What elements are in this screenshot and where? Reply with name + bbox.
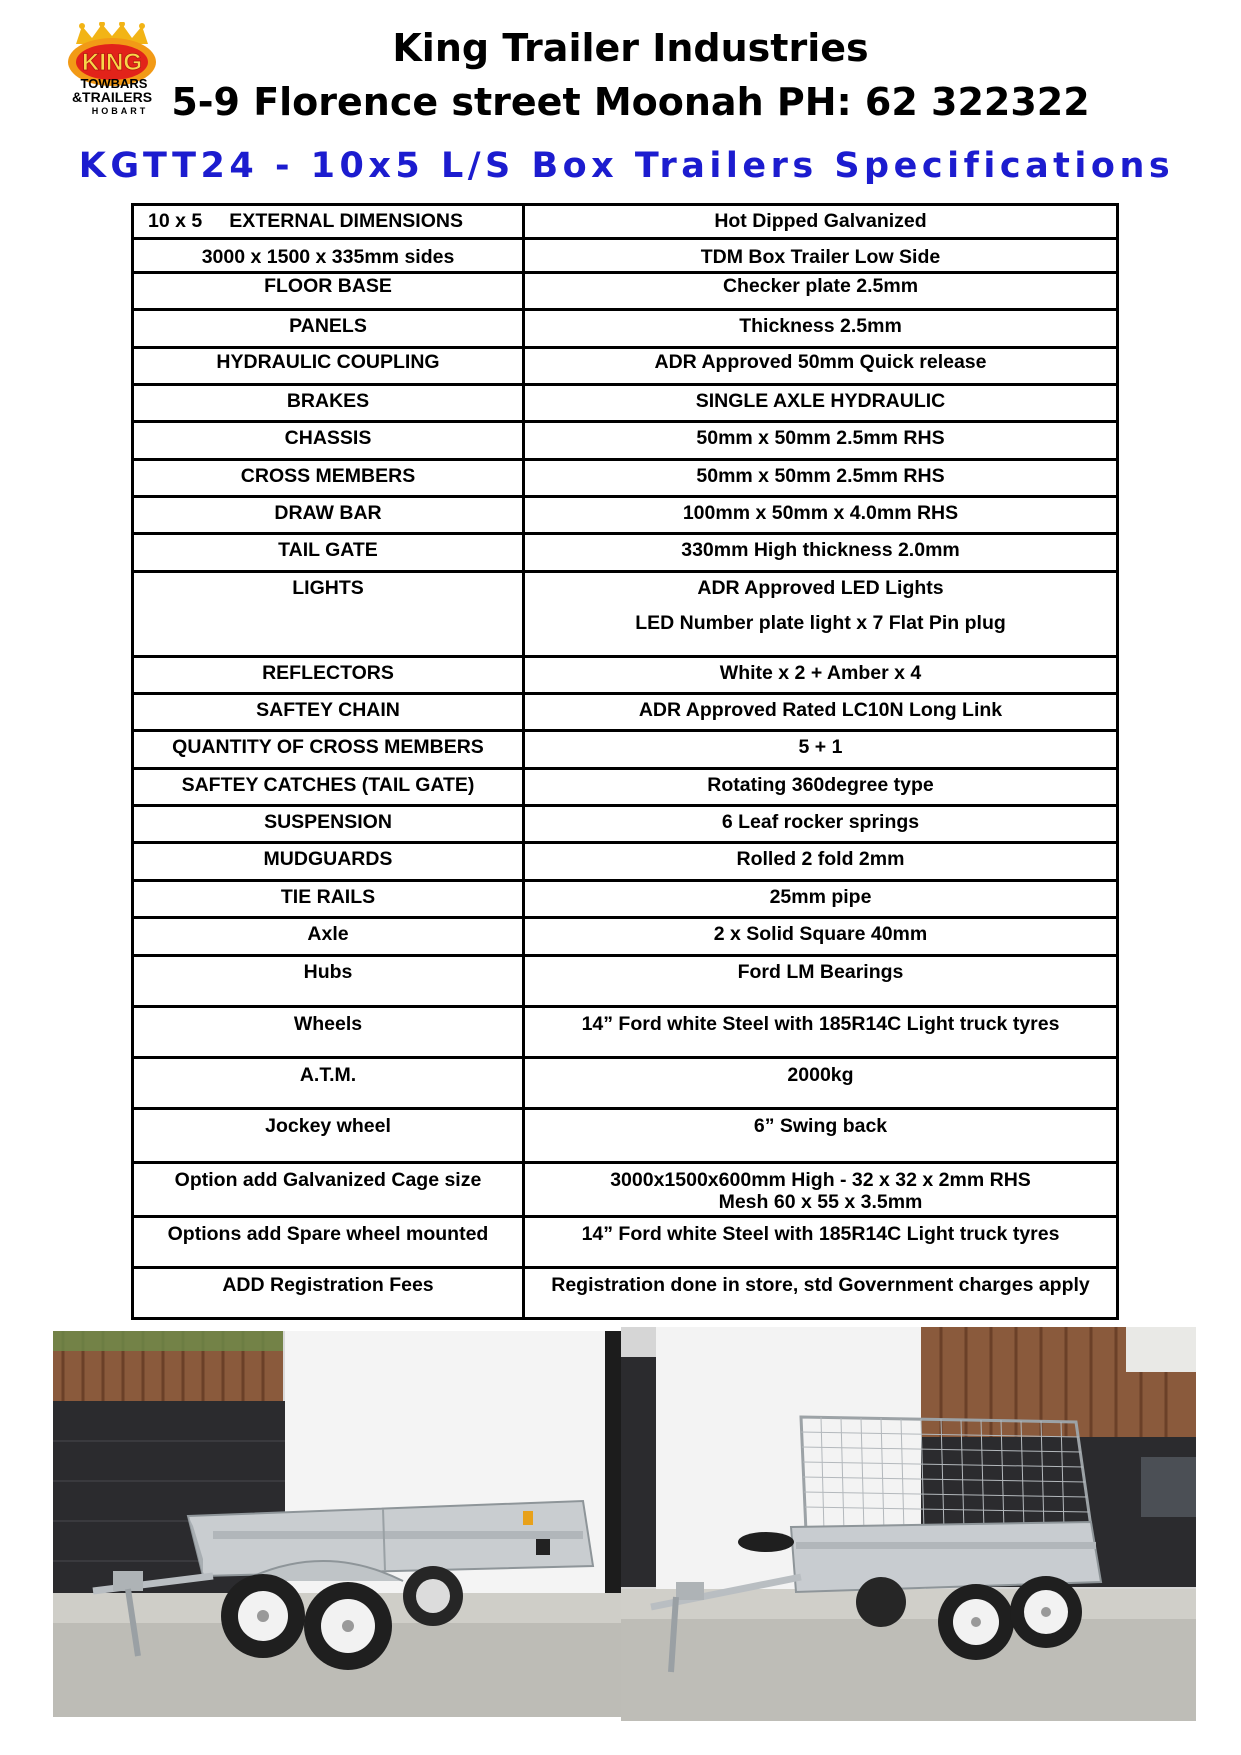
spec-label: TAIL GATE — [133, 534, 524, 572]
spec-value — [524, 572, 1118, 657]
spec-label: REFLECTORS — [133, 657, 524, 694]
table-row — [133, 1007, 1118, 1058]
spec-value: White x 2 + Amber x 4 — [524, 657, 1118, 694]
spec-value: 6 Leaf rocker springs — [524, 806, 1118, 843]
company-name: King Trailer Industries — [392, 26, 869, 70]
svg-text:KING: KING — [82, 49, 142, 76]
spec-label: HYDRAULIC COUPLING — [133, 348, 524, 385]
spec-label: Options add Spare wheel mounted — [133, 1217, 524, 1268]
trailer-photo-left — [53, 1331, 621, 1717]
spec-label: 3000 x 1500 x 335mm sides — [133, 239, 524, 273]
table-row — [133, 881, 1118, 918]
table-row — [133, 806, 1118, 843]
spec-value-line2: LED Number plate light x 7 Flat Pin plug — [635, 612, 1006, 634]
spec-value: 6” Swing back — [524, 1109, 1118, 1163]
table-row — [133, 1268, 1118, 1319]
table-row — [133, 918, 1118, 956]
spec-label: ADD Registration Fees — [133, 1268, 524, 1319]
spec-value-line1: 3000x1500x600mm High - 32 x 32 x 2mm RHS — [610, 1169, 1031, 1191]
table-row — [133, 843, 1118, 881]
spec-label: Wheels — [133, 1007, 524, 1058]
spec-value: TDM Box Trailer Low Side — [524, 239, 1118, 273]
spec-label: A.T.M. — [133, 1058, 524, 1109]
table-row — [133, 572, 1118, 657]
spec-label: BRAKES — [133, 385, 524, 422]
spec-label: QUANTITY OF CROSS MEMBERS — [133, 731, 524, 769]
spec-label: SAFTEY CHAIN — [133, 694, 524, 731]
spec-value: 330mm High thickness 2.0mm — [524, 534, 1118, 572]
table-row — [133, 385, 1118, 422]
table-row — [133, 273, 1118, 310]
spec-value: ADR Approved Rated LC10N Long Link — [524, 694, 1118, 731]
table-row — [133, 534, 1118, 572]
table-row — [133, 1163, 1118, 1217]
spec-label: FLOOR BASE — [133, 273, 524, 310]
spec-value — [524, 1163, 1118, 1217]
table-row — [133, 497, 1118, 534]
table-row — [133, 956, 1118, 1007]
spec-label: Axle — [133, 918, 524, 956]
spec-value: 14” Ford white Steel with 185R14C Light truck tyres — [524, 1007, 1118, 1058]
spec-label: DRAW BAR — [133, 497, 524, 534]
company-address: 5-9 Florence street Moonah PH: 62 322322 — [171, 80, 1090, 124]
spec-value: Checker plate 2.5mm — [524, 273, 1118, 310]
spec-value: 14” Ford white Steel with 185R14C Light truck tyres — [524, 1217, 1118, 1268]
spec-value: 2 x Solid Square 40mm — [524, 918, 1118, 956]
svg-text:TOWBARS: TOWBARS — [80, 76, 148, 91]
table-row — [133, 460, 1118, 497]
spec-value: ADR Approved 50mm Quick release — [524, 348, 1118, 385]
spec-label: CHASSIS — [133, 422, 524, 460]
spec-label: Option add Galvanized Cage size — [133, 1163, 524, 1217]
spec-label: SAFTEY CATCHES (TAIL GATE) — [133, 769, 524, 806]
table-row — [133, 657, 1118, 694]
spec-value: 2000kg — [524, 1058, 1118, 1109]
spec-value: SINGLE AXLE HYDRAULIC — [524, 385, 1118, 422]
table-row — [133, 731, 1118, 769]
spec-value: 25mm pipe — [524, 881, 1118, 918]
spec-value: 100mm x 50mm x 4.0mm RHS — [524, 497, 1118, 534]
spec-value: Rolled 2 fold 2mm — [524, 843, 1118, 881]
spec-label: CROSS MEMBERS — [133, 460, 524, 497]
table-row — [133, 694, 1118, 731]
spec-value: Thickness 2.5mm — [524, 310, 1118, 348]
svg-text:HOBART: HOBART — [91, 106, 149, 116]
table-row — [133, 205, 1118, 239]
spec-table — [131, 203, 1119, 1320]
table-row — [133, 1058, 1118, 1109]
table-row — [133, 239, 1118, 273]
spec-label: PANELS — [133, 310, 524, 348]
table-row — [133, 310, 1118, 348]
spec-value: Rotating 360degree type — [524, 769, 1118, 806]
spec-label: Hubs — [133, 956, 524, 1007]
trailer-photo-right — [621, 1327, 1196, 1721]
table-row — [133, 1109, 1118, 1163]
table-row — [133, 769, 1118, 806]
table-row — [133, 1217, 1118, 1268]
spec-value: 50mm x 50mm 2.5mm RHS — [524, 422, 1118, 460]
spec-label: TIE RAILS — [133, 881, 524, 918]
spec-label: 10 x 5 EXTERNAL DIMENSIONS — [133, 205, 524, 239]
spec-value: Hot Dipped Galvanized — [524, 205, 1118, 239]
spec-value-line2: Mesh 60 x 55 x 3.5mm — [718, 1191, 923, 1213]
spec-label: SUSPENSION — [133, 806, 524, 843]
spec-value: Registration done in store, std Government charges apply — [524, 1268, 1118, 1319]
spec-label: Jockey wheel — [133, 1109, 524, 1163]
spec-label: LIGHTS — [133, 572, 524, 657]
svg-text:&TRAILERS: &TRAILERS — [71, 89, 153, 105]
spec-value: 5 + 1 — [524, 731, 1118, 769]
spec-value-line1: ADR Approved LED Lights — [697, 577, 944, 599]
spec-label: MUDGUARDS — [133, 843, 524, 881]
spec-value: 50mm x 50mm 2.5mm RHS — [524, 460, 1118, 497]
page-title: KGTT24 - 10x5 L/S Box Trailers Specifications — [78, 146, 1175, 186]
table-row — [133, 422, 1118, 460]
spec-value: Ford LM Bearings — [524, 956, 1118, 1007]
table-row — [133, 348, 1118, 385]
